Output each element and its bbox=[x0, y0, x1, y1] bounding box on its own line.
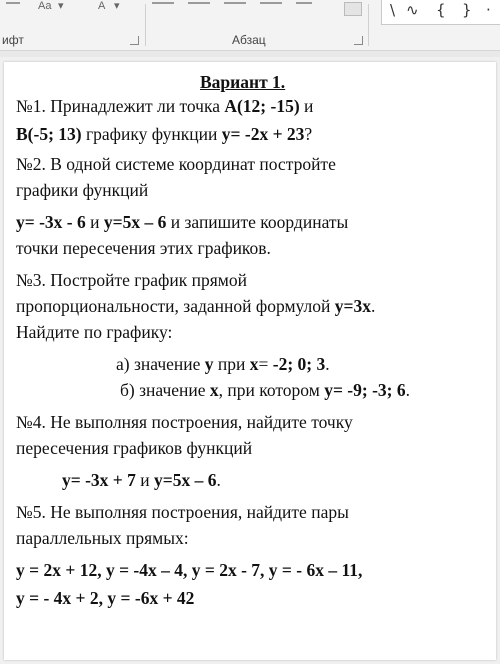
text-run: пропорциональности, заданной формулой bbox=[16, 296, 335, 316]
document-line bbox=[16, 124, 312, 144]
text-run: . bbox=[405, 380, 410, 400]
text-run: пересечения графиков функций bbox=[16, 438, 253, 458]
document-page[interactable] bbox=[4, 62, 496, 660]
document-line bbox=[16, 154, 336, 174]
text-run: у = - 4х + 2, у = -6х + 42 bbox=[16, 588, 195, 608]
text-run: графики функций bbox=[16, 180, 149, 200]
font-color-chevron-icon[interactable]: ▾ bbox=[114, 0, 120, 12]
text-run: №4. Не выполняя построения, найдите точку bbox=[16, 412, 353, 432]
text-run: и bbox=[85, 212, 104, 232]
text-run: у=5х – 6 bbox=[103, 212, 167, 232]
text-run: . bbox=[370, 296, 376, 316]
document-line bbox=[16, 438, 252, 458]
text-run: у= -9; -3; 6 bbox=[324, 380, 406, 400]
document-line bbox=[16, 270, 247, 290]
change-case-button[interactable]: Aa bbox=[38, 0, 52, 12]
text-run: №2. В одной системе координат постройте bbox=[16, 154, 336, 174]
document-line bbox=[16, 528, 189, 548]
justify-icon[interactable] bbox=[260, 2, 282, 4]
styles-symbol: } bbox=[462, 1, 472, 19]
text-run: №5. Не выполняя построения, найдите пары bbox=[16, 502, 349, 522]
text-run: А(12; -15) bbox=[224, 96, 300, 116]
document-line bbox=[16, 502, 349, 522]
document-line bbox=[116, 354, 330, 374]
text-run: -2; 0; 3 bbox=[272, 354, 326, 374]
align-center-icon[interactable] bbox=[188, 2, 210, 4]
text-run: = bbox=[258, 354, 273, 374]
align-left-icon[interactable] bbox=[152, 2, 174, 4]
text-run: . bbox=[216, 470, 221, 490]
text-run: у= -3х + 7 bbox=[62, 470, 136, 490]
document-line bbox=[16, 180, 148, 200]
ribbon-bottom-edge bbox=[0, 50, 500, 57]
font-dropdown-arrow-icon[interactable] bbox=[6, 2, 20, 4]
text-run: б) значение bbox=[120, 380, 210, 400]
text-run: у=3х bbox=[334, 296, 371, 316]
line-spacing-icon[interactable] bbox=[296, 2, 312, 4]
text-run: графику функции bbox=[81, 124, 222, 144]
text-run: у= -3х - 6 bbox=[16, 212, 86, 232]
text-run: . bbox=[325, 354, 330, 374]
text-run: параллельных прямых: bbox=[16, 528, 189, 548]
text-run: а) значение bbox=[116, 354, 205, 374]
font-group bbox=[0, 0, 145, 50]
text-run: Найдите по графику: bbox=[16, 322, 173, 342]
document-line bbox=[62, 470, 221, 490]
styles-symbol: \ bbox=[390, 1, 396, 19]
font-group-label: ифт bbox=[2, 33, 24, 47]
text-run: точки пересечения этих графиков. bbox=[16, 238, 271, 258]
text-run: , при котором bbox=[218, 380, 325, 400]
text-run: №3. Постройте график прямой bbox=[16, 270, 247, 290]
text-run: х bbox=[249, 354, 259, 374]
document-line bbox=[16, 560, 362, 580]
styles-symbol: · bbox=[486, 1, 491, 19]
paragraph-group-label: Абзац bbox=[232, 33, 266, 47]
text-run: х bbox=[209, 380, 219, 400]
document-line bbox=[16, 322, 172, 342]
text-run: у bbox=[204, 354, 214, 374]
text-run: ? bbox=[304, 124, 313, 144]
text-run: В(-5; 13) bbox=[16, 124, 82, 144]
document-line bbox=[16, 212, 348, 232]
paragraph-dialog-launcher-icon[interactable] bbox=[354, 36, 363, 45]
font-dialog-launcher-icon[interactable] bbox=[130, 36, 139, 45]
text-run: у = 2х + 12, у = -4х – 4, у = 2х - 7, у = - 6х – 11, bbox=[16, 560, 363, 580]
text-run: №1. Принадлежит ли точка bbox=[16, 96, 225, 116]
styles-gallery[interactable] bbox=[381, 0, 500, 25]
shading-icon[interactable] bbox=[344, 2, 362, 16]
text-run: у=5х – 6 bbox=[154, 470, 217, 490]
document-title: Вариант 1. bbox=[200, 72, 286, 92]
text-run: при bbox=[213, 354, 250, 374]
document-line bbox=[16, 588, 194, 608]
align-right-icon[interactable] bbox=[224, 2, 246, 4]
text-run: и bbox=[299, 96, 314, 116]
ribbon bbox=[0, 0, 500, 50]
text-run: у= -2х + 23 bbox=[221, 124, 305, 144]
document-line bbox=[120, 380, 410, 400]
change-case-chevron-icon[interactable]: ▾ bbox=[58, 0, 64, 12]
styles-symbol: { bbox=[436, 1, 446, 19]
styles-symbol: ∿ bbox=[406, 1, 419, 19]
document-line bbox=[16, 412, 353, 432]
paragraph-group bbox=[146, 0, 368, 50]
text-run: и bbox=[135, 470, 155, 490]
document-line bbox=[16, 296, 375, 316]
document-line bbox=[16, 238, 271, 258]
document-line bbox=[16, 96, 313, 116]
text-run: и запишите координаты bbox=[166, 212, 349, 232]
font-color-button[interactable]: A bbox=[98, 0, 106, 12]
